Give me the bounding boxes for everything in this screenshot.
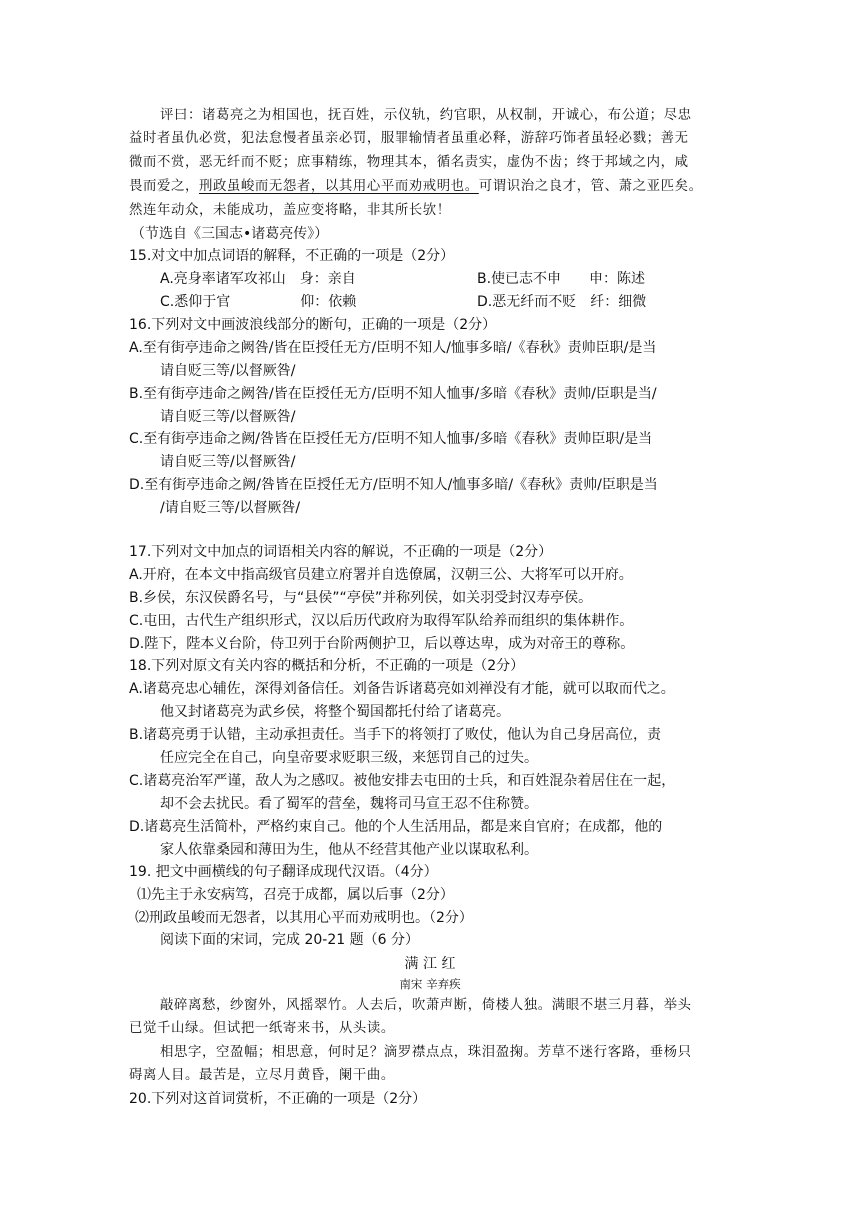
underlined-sentence: 刑政虽峻而无怨者，以其用心平而劝戒明也。 bbox=[198, 179, 479, 194]
q15-option-d: D.恶无纤而不贬 纤：细微 bbox=[477, 294, 647, 310]
q17-option-d: D.陛下，陛本义台阶，侍卫列于台阶两侧护卫，后以尊达卑，成为对帝王的尊称。 bbox=[129, 636, 635, 652]
q16-option-d-line-2: /请自贬三等/以督厥咎/ bbox=[160, 500, 301, 516]
q17-option-b: B.乡侯，东汉侯爵名号，与“县侯”“亭侯”并称列侯，如关羽受封汉寿亭侯。 bbox=[129, 590, 593, 606]
q18-option-a-line-2: 他又封诸葛亮为武乡侯，将整个蜀国都托付给了诸葛亮。 bbox=[160, 704, 510, 720]
poem-author: 南宋 辛弃疾 bbox=[399, 977, 461, 991]
q15-option-c: C.悉仰于官 仰：依赖 bbox=[160, 294, 357, 310]
commentary-line-3: 微而不赏，恶无纤而不贬；庶事精练，物理其本，循名责实，虚伪不齿；终于邦域之内，咸 bbox=[129, 155, 689, 170]
poem-line-4: 碍离人目。最苦是，立尽月黄昏，阑干曲。 bbox=[129, 1068, 395, 1083]
commentary-line-1: 评曰：诸葛亮之为相国也，抚百姓，示仪轨，约官职，从权制，开诚心，布公道；尽忠 bbox=[160, 108, 692, 123]
q15-option-b: B.使已志不申 申：陈述 bbox=[477, 271, 646, 287]
q18-option-c-line-1: C.诸葛亮治军严谨，敌人为之感叹。被他安排去屯田的士兵，和百姓混杂着居住在一起， bbox=[129, 773, 676, 789]
q20-stem: 20.下列对这首词赏析，不正确的一项是（2分） bbox=[129, 1091, 427, 1107]
q16-option-b-line-2: 请自贬三等/以督厥咎/ bbox=[160, 409, 296, 425]
q18-option-b-line-1: B.诸葛亮勇于认错，主动承担责任。当手下的将领打了败仗，他认为自己身居高位，责 bbox=[129, 727, 662, 743]
q15-stem: 15.对文中加点词语的解释，不正确的一项是（2分） bbox=[129, 248, 455, 264]
q16-option-c-line-2: 请自贬三等/以督厥咎/ bbox=[160, 454, 296, 470]
q19-stem: 19. 把文中画横线的句子翻译成现代汉语。（4分） bbox=[129, 864, 438, 880]
q15-option-a: A.亮身率诸军攻祁山 身：亲自 bbox=[160, 271, 356, 287]
q19-sentence-2: ⑵刑政虽峻而无怨者，以其用心平而劝戒明也。（2分） bbox=[135, 910, 473, 926]
commentary-line-4-prefix: 畏而爱之， bbox=[129, 179, 199, 194]
q18-option-d-line-2: 家人依靠桑园和薄田为生，他从不经营其他产业以谋取私利。 bbox=[160, 842, 538, 858]
q16-option-c-line-1: C.至有街亭违命之阙/咎皆在臣授任无方/臣明不知人恤事/多暗《春秋》责帅臣职/是当 bbox=[129, 431, 653, 447]
poem-title: 满 江 红 bbox=[404, 956, 456, 972]
commentary-line-4-suffix: 可谓识治之良才，管、萧之亚匹矣。 bbox=[478, 179, 703, 194]
q18-option-a-line-1: A.诸葛亮忠心辅佐，深得刘备信任。刘备告诉诸葛亮如刘禅没有才能，就可以取而代之。 bbox=[129, 681, 675, 697]
q17-option-a: A.开府，在本文中指高级官员建立府署并自选僚属，汉朝三公、大将军可以开府。 bbox=[129, 567, 633, 583]
q16-option-a-line-2: 请自贬三等/以督厥咎/ bbox=[160, 363, 296, 379]
q16-option-a-line-1: A.至有街亭违命之阙咎/皆在臣授任无方/臣明不知人/恤事多暗/《春秋》责帅臣职/是当 bbox=[129, 340, 657, 356]
commentary-line-2: 益时者虽仇必赏，犯法怠慢者虽亲必罚，服罪输情者虽重必释，游辞巧饰者虽轻必戮；善无 bbox=[129, 131, 689, 146]
poem-line-3: 相思字，空盈幅；相思意，何时足？滴罗襟点点，珠泪盈掬。芳草不迷行客路，垂杨只 bbox=[160, 1045, 692, 1060]
q17-option-c: C.屯田，古代生产组织形式，汉以后历代政府为取得军队给养而组织的集体耕作。 bbox=[129, 613, 634, 629]
poem-line-1: 敲碎离愁，纱窗外，风摇翠竹。人去后，吹萧声断，倚楼人独。满眼不堪三月暮，举头 bbox=[160, 998, 692, 1013]
poem-line-2: 已觉千山绿。但试把一纸寄来书，从头读。 bbox=[129, 1021, 395, 1036]
q16-stem: 16.下列对文中画波浪线部分的断句，正确的一项是（2分） bbox=[129, 317, 497, 333]
q17-stem: 17.下列对文中加点的词语相关内容的解说，不正确的一项是（2分） bbox=[129, 544, 553, 560]
q16-option-b-line-1: B.至有街亭违命之阙咎/皆在臣授任无方/臣明不知人恤事/多暗《春秋》责帅/臣职是当/ bbox=[129, 386, 657, 402]
q18-option-d-line-1: D.诸葛亮生活简朴，严格约束自己。他的个人生活用品，都是来自官府；在成都，他的 bbox=[129, 819, 663, 835]
q16-option-d-line-1: D.至有街亭违命之阙/咎皆在臣授任无方/臣明不知人/恤事多暗/《春秋》责帅/臣职是当 bbox=[129, 477, 658, 493]
source-citation: （节选自《三国志•诸葛亮传》） bbox=[131, 226, 329, 242]
commentary-line-5: 然连年动众，未能成功，盖应变将略，非其所长欤！ bbox=[129, 203, 451, 218]
q18-stem: 18.下列对原文有关内容的概括和分析，不正确的一项是（2分） bbox=[129, 658, 525, 674]
q18-option-c-line-2: 却不会去扰民。看了蜀军的营垒，魏将司马宣王忍不住称赞。 bbox=[160, 796, 538, 812]
q18-option-b-line-2: 任应完全在自己，向皇帝要求贬职三级，来惩罚自己的过失。 bbox=[160, 750, 538, 766]
commentary-line-4 bbox=[129, 177, 703, 197]
q19-sentence-1: ⑴先主于永安病笃，召亮于成都，属以后事（2分） bbox=[137, 887, 454, 903]
poem-intro: 阅读下面的宋词，完成 20-21 题（6 分） bbox=[160, 932, 419, 948]
